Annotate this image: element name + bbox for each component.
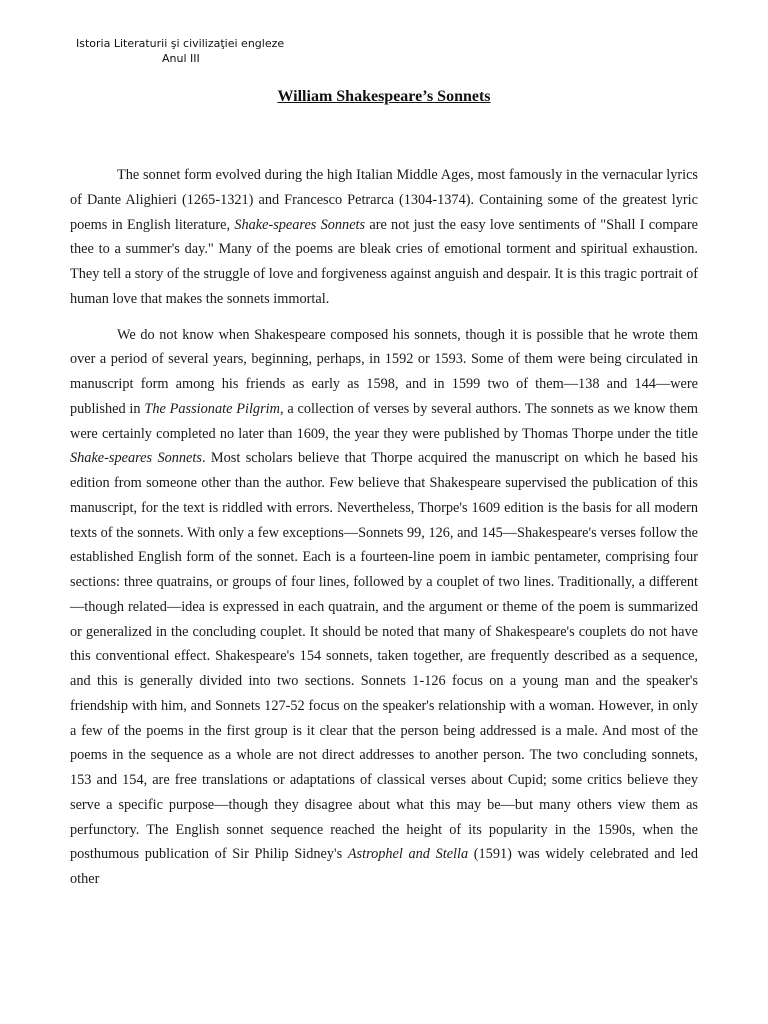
year-header: Anul III	[162, 52, 200, 65]
text-span: We do not know when Shakespeare composed his sonnets, though it is possible that he wrote them over a period of several years, beginning, perhaps, in 1592 or 1593. Some of them were being circulated in manuscript form among his friends as early as 1598, and in 1599 two of them—138 and 144—were published in	[70, 326, 698, 417]
paragraph-2	[70, 323, 698, 892]
text-span: . Most scholars believe that Thorpe acquired the manuscript on which he based his edition from someone other than the author. Few believe that Shakespeare supervised the publication of this manuscript, for the text is riddled with errors. Nevertheless, Thorpe's 1609 edition is the basis for all modern texts of the sonnets. With only a few exceptions—Sonnets 99, 126, and 145—Shakespeare's verses follow the established English form of the sonnet. Each is a fourteen-line poem in iambic pentameter, comprising four sections: three quatrains, or groups of four lines, followed by a couplet of two lines. Traditionally, a different—though related—idea is expressed in each quatrain, and the argument or theme of the poem is summarized or generalized in the concluding couplet. It should be noted that many of Shakespeare's couplets do not have this conventional effect. Shakespeare's 154 sonnets, taken together, are frequently described as a sequence, and this is generally divided into two sections. Sonnets 1-126 focus on a young man and the speaker's friendship with him, and Sonnets 127-52 focus on the speaker's relationship with a woman. However, in only a few of the poems in the first group is it clear that the person being addressed is a male. And most of the poems in the sequence as a whole are not direct addresses to another person. The two concluding sonnets, 153 and 154, are free translations or adaptations of classical verses about Cupid; some critics believe they serve a specific purpose—though they disagree about what this may be—but many others view them as perfunctory. The English sonnet sequence reached the height of its popularity in the 1590s, when the posthumous publication of Sir Philip Sidney's	[70, 450, 698, 863]
text-span: , a collection of verses by several authors. The sonnets as we know them were certainly completed no later than 1609, the year they were published by Thomas Thorpe under the title	[70, 400, 698, 442]
text-span: are not just the easy love sentiments of "Shall I compare thee to a summer's day." Many of the poems are bleak cries of emotional torment and spiritual exhaustion. They tell a story of the struggle of love and forgiveness against anguish and despair. It is this tragic portrait of human love that makes the sonnets immortal.	[70, 216, 698, 307]
paragraph-1	[70, 163, 698, 312]
course-header: Istoria Literaturii şi civilizaţiei engleze	[76, 37, 285, 50]
italic-title: The Passionate Pilgrim	[144, 400, 280, 417]
text-span: (1591) was widely celebrated and led other	[70, 846, 699, 887]
page-title: William Shakespeare’s Sonnets	[277, 88, 491, 105]
italic-title: Astrophel and Stella	[347, 846, 469, 863]
italic-title: Shake-speares Sonnets	[234, 216, 366, 233]
italic-title: Shake-speares Sonnets	[70, 450, 202, 467]
document-body	[70, 163, 698, 892]
text-span: The sonnet form evolved during the high Italian Middle Ages, most famously in the vernacular lyrics of Dante Alighieri (1265-1321) and Francesco Petrarca (1304-1374). Containing some of the greatest lyric poems in English literature,	[70, 167, 698, 233]
